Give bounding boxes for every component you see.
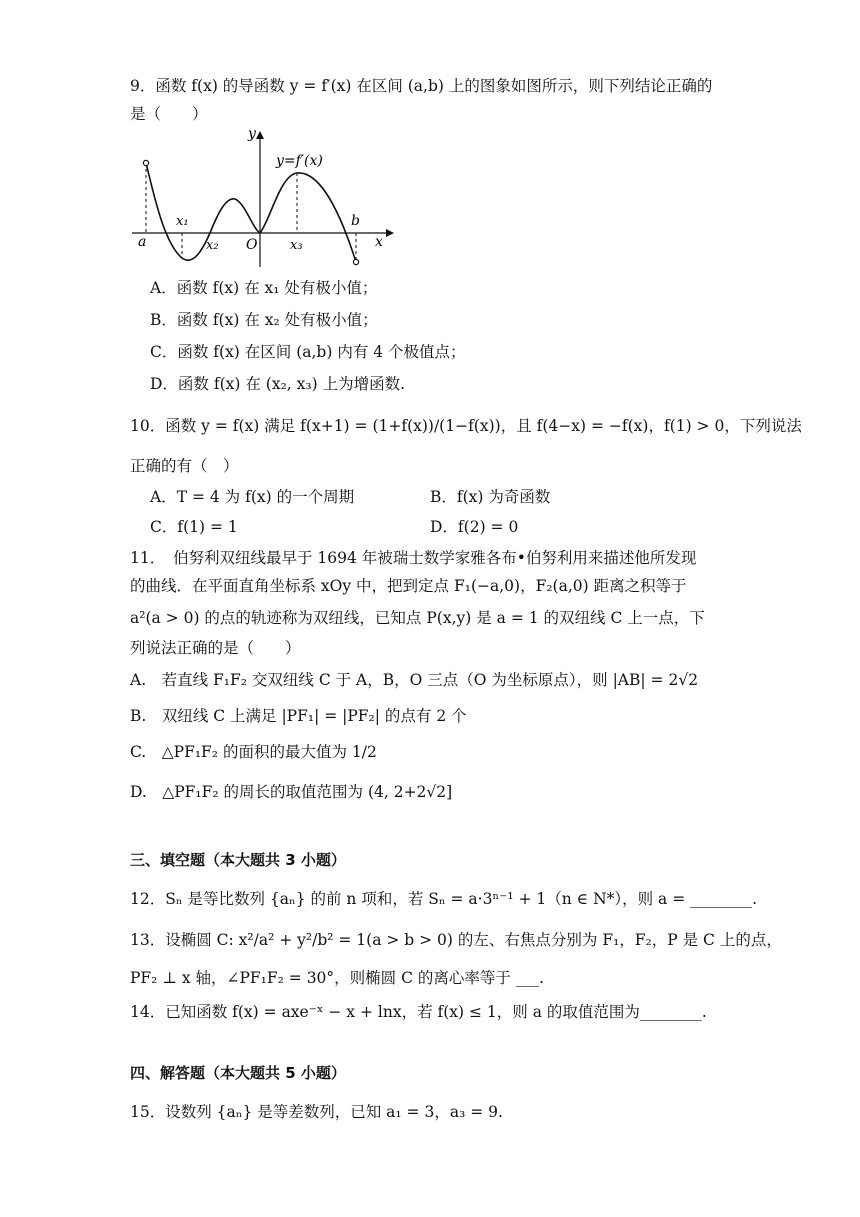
q11-stem-line4: 列说法正确的是（ ） <box>130 639 301 657</box>
label-a: a <box>138 234 147 250</box>
q11-option-c: C. △PF₁F₂ 的面积的最大值为 1/2 <box>130 743 377 761</box>
label-x2: x₂ <box>206 238 219 253</box>
q11-stem-line3: a²(a > 0) 的点的轨迹称为双纽线，已知点 P(x,y) 是 a = 1 的双纽线 C 上一点，下 <box>130 609 705 627</box>
y-axis-arrow-icon <box>256 131 264 139</box>
q10-option-c: C．f(1) = 1 <box>150 518 238 536</box>
label-x: x <box>375 234 383 250</box>
endpoint-b-icon <box>353 259 358 264</box>
q15: 15．设数列 {aₙ} 是等差数列，已知 a₁ = 3，a₃ = 9. <box>130 1103 503 1121</box>
label-b: b <box>351 213 360 229</box>
q10-option-d: D．f(2) = 0 <box>430 518 519 536</box>
q9-option-c: C．函数 f(x) 在区间 (a,b) 内有 4 个极值点； <box>150 343 466 361</box>
section-3-heading: 三、填空题（本大题共 3 小题） <box>130 851 346 869</box>
endpoint-a-icon <box>143 160 148 165</box>
q10-option-b: B．f(x) 为奇函数 <box>430 488 551 506</box>
q9-option-b: B．函数 f(x) 在 x₂ 处有极小值； <box>150 311 378 329</box>
q14: 14．已知函数 f(x) = axe⁻ˣ − x + lnx，若 f(x) ≤ 1，则 a 的取值范围为________. <box>130 1003 707 1021</box>
q11-stem-line1: 11． 伯努利双纽线最早于 1694 年被瑞士数学家雅各布•伯努利用来描述他所发现 <box>130 549 697 567</box>
q9-stem-line1: 9．函数 f(x) 的导函数 y = f′(x) 在区间 (a,b) 上的图象如图所示，则下列结论正确的 <box>130 77 713 95</box>
q10-stem-line2: 正确的有（ ） <box>130 457 239 475</box>
q12: 12．Sₙ 是等比数列 {aₙ} 的前 n 项和，若 Sₙ = a·3ⁿ⁻¹ + 1（n ∈ N*），则 a = ________. <box>130 890 758 908</box>
derivative-graph <box>130 125 400 270</box>
q10-stem-line1: 10．函数 y = f(x) 满足 f(x+1) = (1+f(x))/(1−f(x))，且 f(4−x) = −f(x)，f(1) > 0，下列说法 <box>130 417 802 435</box>
q9-option-a: A．函数 f(x) 在 x₁ 处有极小值； <box>150 279 378 297</box>
q11-option-b: B. 双纽线 C 上满足 |PF₁| = |PF₂| 的点有 2 个 <box>130 707 467 725</box>
q11-option-a: A. 若直线 F₁F₂ 交双纽线 C 于 A，B，O 三点（O 为坐标原点），则 |AB| = 2√2 <box>130 671 699 689</box>
q9-option-d: D．函数 f(x) 在 (x₂, x₃) 上为增函数. <box>150 375 405 393</box>
label-origin: O <box>246 237 258 253</box>
label-y: y <box>248 126 256 142</box>
q10-option-a: A．T = 4 为 f(x) 的一个周期 <box>150 488 355 506</box>
label-x3: x₃ <box>290 238 303 253</box>
q11-option-d: D. △PF₁F₂ 的周长的取值范围为 (4, 2+2√2] <box>130 783 453 801</box>
q13-line1: 13．设椭圆 C: x²/a² + y²/b² = 1(a > b > 0) 的左、右焦点分别为 F₁，F₂，P 是 C 上的点， <box>130 931 782 949</box>
section-4-heading: 四、解答题（本大题共 5 小题） <box>130 1064 346 1082</box>
q13-line2: PF₂ ⊥ x 轴，∠PF₁F₂ = 30°，则椭圆 C 的离心率等于 ___. <box>130 969 544 987</box>
q11-stem-line2: 的曲线．在平面直角坐标系 xOy 中，把到定点 F₁(−a,0)，F₂(a,0) 距离之积等于 <box>130 577 687 595</box>
x-axis-arrow-icon <box>386 229 394 237</box>
q9-stem-line2: 是（ ） <box>130 105 208 123</box>
label-curve: y=f′(x) <box>276 153 323 169</box>
label-x1: x₁ <box>176 214 189 229</box>
